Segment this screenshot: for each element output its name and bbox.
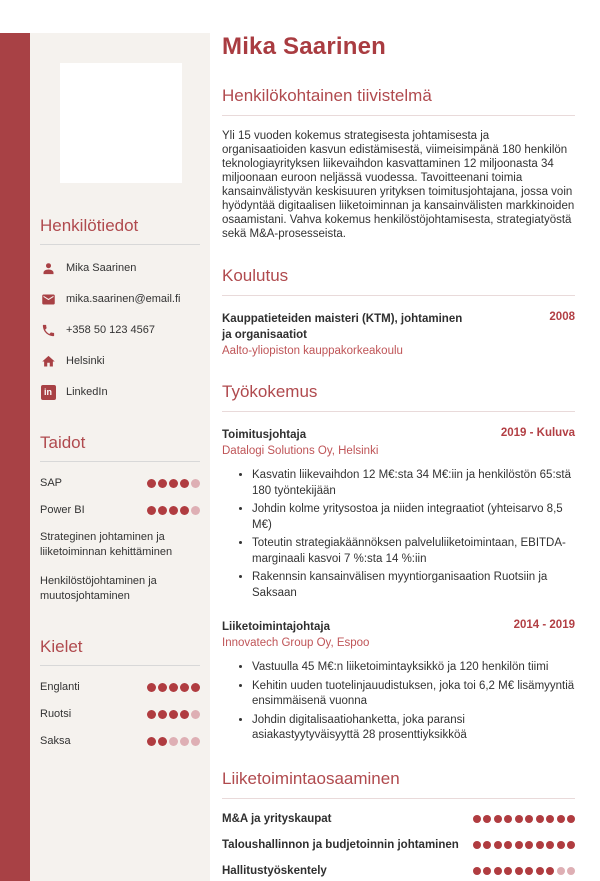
school: Aalto-yliopiston kauppakorkeakoulu: [222, 345, 403, 357]
job-title: Liiketoimintajohtaja: [222, 621, 330, 633]
education-heading: Koulutus: [222, 266, 575, 296]
experience-heading: Työkokemus: [222, 382, 575, 412]
experience-section: [222, 382, 575, 744]
competency-rating-dots: [470, 815, 575, 823]
contact-text: mika.saarinen@email.fi: [66, 293, 181, 305]
divider: [40, 461, 200, 462]
language-rating-dots: [145, 737, 200, 746]
email-icon: [40, 291, 56, 307]
bullet-item: • Vastuulla 45 M€:n liiketoimintayksikkö ja 120 henkilön tiimi: [252, 660, 575, 676]
skill-name: SAP: [40, 477, 63, 489]
language-name: Ruotsi: [40, 708, 72, 720]
summary-heading: Henkilökohtainen tiivistelmä: [222, 86, 575, 116]
competency-name: Hallitustyöskentely: [222, 864, 327, 877]
contact-text: +358 50 123 4567: [66, 324, 156, 336]
bullet-item: • Johdin digitalisaatiohanketta, joka paransi asiakastyytyväisyyttä 28 prosenttiyksikköä: [252, 713, 575, 744]
language-name: Englanti: [40, 681, 80, 693]
main-content: [210, 33, 600, 877]
contact-text: Mika Saarinen: [66, 262, 137, 274]
left-accent-bar: [0, 33, 30, 881]
summary-section: [222, 86, 575, 241]
job-header: [222, 427, 575, 443]
skill-item: Henkilöstöjohtaminen ja muutosjohtaminen: [40, 575, 157, 602]
bullet-item: • Kasvatin liikevaihdon 12 M€:sta 34 M€:iin ja henkilöstön 65:stä 180 työntekijään: [252, 468, 575, 499]
page-title: Mika Saarinen: [222, 33, 387, 60]
competency-row: [222, 839, 575, 851]
phone-icon: [40, 322, 56, 338]
skill-item: [40, 477, 200, 489]
skill-rating-dots: [145, 506, 200, 515]
job-date: 2014 - 2019: [513, 619, 575, 631]
language-rating-dots: [145, 710, 200, 719]
linkedin-icon: [40, 384, 56, 400]
skill-item: Strateginen johtaminen ja liiketoiminnan kehittäminen: [40, 531, 173, 558]
competency-row: [222, 813, 575, 825]
competency-name: M&A ja yrityskaupat: [222, 812, 332, 825]
home-icon: [40, 353, 56, 369]
bullet-item: • Rakennsin kansainvälisen myyntiorganisaation Ruotsiin ja Saksaan: [252, 570, 575, 601]
language-name: Saksa: [40, 735, 71, 747]
skills-heading: Taidot: [40, 433, 86, 452]
person-icon: [40, 260, 56, 276]
contact-text: LinkedIn: [66, 386, 108, 398]
bullet-item: • Kehitin uuden tuotelinjauudistuksen, joka toi 6,2 M€ lisämyyntiä ensimmäisenä vuonna: [252, 679, 575, 710]
summary-text: Yli 15 vuoden kokemus strategisesta johtamisesta ja organisaatioiden kasvun edistämisestä, viimeisimpänä 180 henkilön teknologiayrityksen liikevaihdon kasvattaminen 12 miljoonasta 34 miljoonaan euroon neljässä vuodessa. Tavoitteenani toimia kansainvälistyvän keskisuuren yrityksen toimitusjohtajana, jossa voin hyödyntää digitaalisen liiketoiminnan ja kansainvälisten markkinoiden osaamistani. Vahva kokemus henkilöstöjohtamisesta, strategiatyöstä sekä M&A-prosesseista.: [222, 130, 575, 240]
languages-heading: Kielet: [40, 637, 83, 656]
contact-item: [40, 353, 200, 369]
competency-rating-dots: [470, 841, 575, 849]
sidebar: [30, 33, 210, 881]
competency-row: [222, 865, 575, 877]
company: Innovatech Group Oy, Espoo: [222, 637, 370, 649]
cv-page: [0, 33, 600, 881]
job-date: 2019 - Kuluva: [500, 427, 575, 439]
skill-rating-dots: [145, 479, 200, 488]
contact-text: Helsinki: [66, 355, 105, 367]
job-entry: [222, 427, 575, 601]
contact-list: [40, 260, 200, 400]
language-item: [40, 708, 200, 720]
degree: Kauppatieteiden maisteri (KTM), johtaminen ja organisaatiot: [222, 313, 463, 341]
contact-item: [40, 384, 200, 400]
language-item: [40, 735, 200, 747]
contact-heading: Henkilötiedot: [40, 216, 139, 235]
photo-placeholder: [60, 63, 182, 183]
language-item: [40, 681, 200, 693]
divider: [40, 665, 200, 666]
job-header: [222, 619, 575, 635]
language-rating-dots: [145, 683, 200, 692]
competency-name: Taloushallinnon ja budjetoinnin johtaminen: [222, 838, 459, 851]
education-section: [222, 266, 575, 357]
skill-name: Power BI: [40, 504, 85, 516]
competency-rating-dots: [470, 867, 575, 875]
contact-item: [40, 291, 200, 307]
job-entry: [222, 619, 575, 744]
bullet-item: • Toteutin strategiakäännöksen palveluliiketoimintaan, EBITDA-marginaali kasvoi 7 %:sta 14 %:iin: [252, 536, 575, 567]
job-bullets: [222, 468, 575, 601]
bullet-item: • Johdin kolme yritysostoa ja niiden integraatiot (yhteisarvo 8,5 M€): [252, 502, 575, 533]
education-date: 2008: [549, 311, 575, 323]
competencies-heading: Liiketoimintaosaaminen: [222, 769, 575, 799]
skill-item: [40, 504, 200, 516]
job-title: Toimitusjohtaja: [222, 429, 307, 441]
competencies-section: [222, 769, 575, 877]
contact-item: [40, 260, 200, 276]
education-entry: [222, 311, 575, 343]
linkedin-glyph: in: [41, 385, 56, 400]
divider: [40, 244, 200, 245]
company: Datalogi Solutions Oy, Helsinki: [222, 445, 379, 457]
job-bullets: [222, 660, 575, 744]
contact-item: [40, 322, 200, 338]
